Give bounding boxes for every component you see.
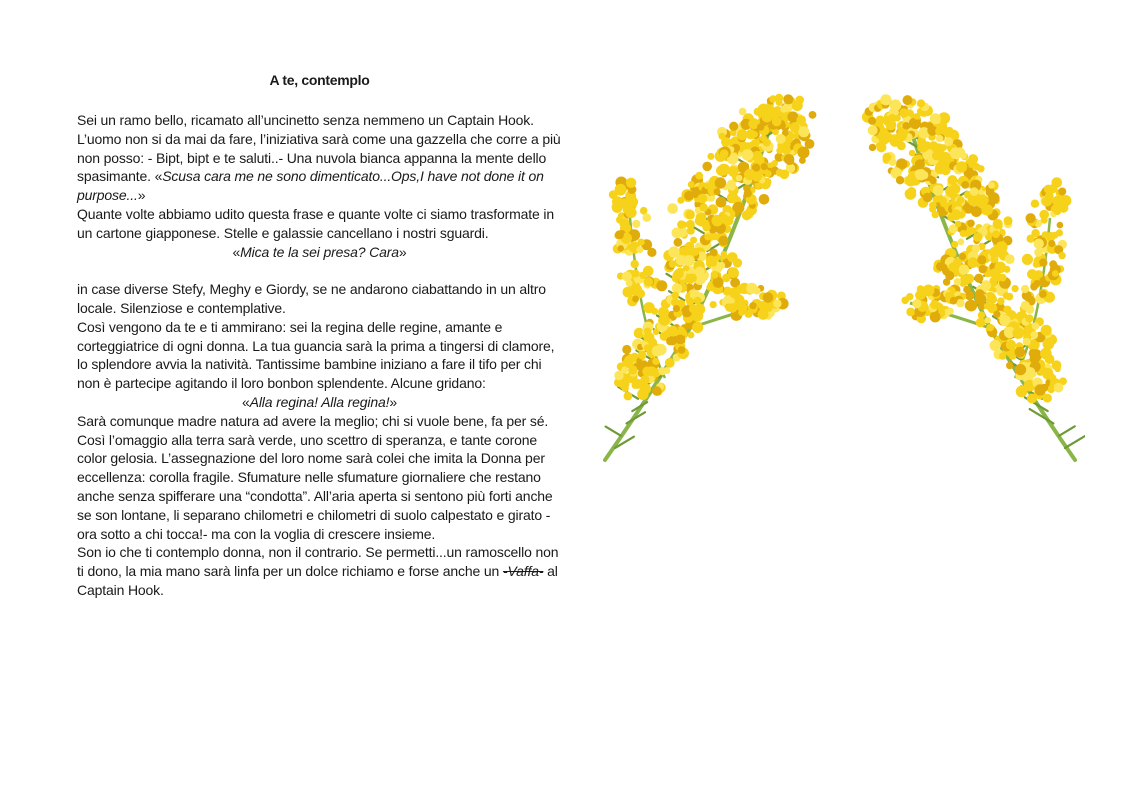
mimosa-flower <box>976 318 986 328</box>
mimosa-flower <box>776 134 786 144</box>
mimosa-flower <box>1057 222 1064 229</box>
mimosa-flower <box>785 135 793 143</box>
mimosa-flower <box>626 178 636 188</box>
mimosa-flower <box>977 255 986 264</box>
mimosa-flower <box>955 221 962 228</box>
mimosa-flower <box>710 301 717 308</box>
mimosa-flower <box>935 163 946 174</box>
mimosa-flower <box>763 292 774 303</box>
mimosa-flower <box>930 300 939 309</box>
mimosa-flower <box>1034 239 1044 249</box>
mimosa-flower <box>947 308 954 315</box>
mimosa-flower <box>902 122 909 129</box>
mimosa-flower <box>718 164 730 176</box>
mimosa-flower <box>1052 232 1059 239</box>
mimosa-flower <box>1048 240 1055 247</box>
mimosa-flower <box>914 113 921 120</box>
mimosa-flower <box>993 219 1003 229</box>
mimosa-flower <box>644 344 651 351</box>
mimosa-flower <box>1006 293 1014 301</box>
mimosa-flower <box>667 203 678 214</box>
mimosa-flower <box>702 162 712 172</box>
mimosa-flower <box>671 292 679 300</box>
mimosa-flower <box>704 234 711 241</box>
mimosa-flower <box>729 122 738 131</box>
mimosa-flower <box>953 258 962 267</box>
mimosa-flower <box>792 100 803 111</box>
mimosa-flower <box>697 194 707 204</box>
mimosa-flower <box>973 232 983 242</box>
mimosa-flower <box>988 192 1000 204</box>
mimosa-flower <box>936 135 944 143</box>
mimosa-flower <box>630 197 638 205</box>
mimosa-flower <box>1022 254 1033 265</box>
mimosa-flower <box>1033 261 1040 268</box>
mimosa-flower <box>1042 368 1053 379</box>
mimosa-flower <box>688 332 695 339</box>
mimosa-flower <box>957 196 965 204</box>
mimosa-flower <box>965 300 975 310</box>
mimosa-flower <box>1026 367 1036 377</box>
mimosa-flower <box>883 153 892 162</box>
mimosa-flower <box>906 308 915 317</box>
mimosa-flower <box>1004 216 1013 225</box>
paragraph: Così vengono da te e ti ammirano: sei la regina delle regine, amante e corteggiatrice di ogni donna. La tua guancia sarà la prima a tingersi di clamore, lo splendore avvia la natività. Tantissime bambine iniziano a fare il tifo per chi non è partecipe agitando il loro bonbon splendente. Alcune gridano: <box>77 318 555 392</box>
mimosa-flower <box>694 297 702 305</box>
mimosa-flower <box>728 180 735 187</box>
mimosa-flower <box>1030 283 1038 291</box>
mimosa-flower <box>933 196 940 203</box>
mimosa-flower <box>988 182 995 189</box>
mimosa-flower <box>923 193 933 203</box>
paragraph: Quante volte abbiamo udito questa frase e quante volte ci siamo trasformate in un cartone giapponese. Stelle e galassie cancellano i nostri sguardi. <box>77 205 555 241</box>
mimosa-flower <box>1027 394 1037 404</box>
mimosa-flower <box>773 299 781 307</box>
mimosa-flower <box>915 170 923 178</box>
mimosa-flower <box>956 299 964 307</box>
mimosa-flower <box>1015 347 1026 358</box>
mimosa-flower <box>659 315 670 326</box>
mimosa-flower <box>958 239 965 246</box>
mimosa-flower <box>780 170 790 180</box>
page-title: A te, contemplo <box>269 72 370 88</box>
mimosa-flower <box>968 154 978 164</box>
mimosa-flower <box>989 268 999 278</box>
mimosa-flower <box>935 150 945 160</box>
mimosa-flower <box>677 220 685 228</box>
mimosa-flower <box>631 260 639 268</box>
mimosa-flower <box>1058 188 1066 196</box>
mimosa-flower <box>1012 327 1024 339</box>
mimosa-flower <box>686 211 695 220</box>
mimosa-flower <box>933 185 944 196</box>
mimosa-flower <box>929 177 936 184</box>
mimosa-flower <box>979 265 987 273</box>
mimosa-flower <box>905 175 917 187</box>
mimosa-flower <box>716 197 727 208</box>
mimosa-flower <box>951 209 962 220</box>
mimosa-flower <box>647 366 657 376</box>
mimosa-flower <box>632 296 639 303</box>
mimosa-flower <box>1006 362 1013 369</box>
mimosa-flower <box>939 197 947 205</box>
mimosa-flower <box>727 192 738 203</box>
mimosa-flower <box>757 123 764 130</box>
mimosa-flower <box>780 106 787 113</box>
mimosa-flower <box>652 358 659 365</box>
paragraph: Sarà comunque madre natura ad avere la meglio; chi si vuole bene, fa per sé. Così l’omaggio alla terra sarà verde, uno scettro di speranza, e tante corone color gelosia. L’assegnazione del loro nome sarà colei che imita la Donna per eccellenza: corolla fragile. Sfumature nelle sfumature giornaliere che restano anche senza spifferare una “condotta”. All’aria aperta si sentono più forti anche se son lontane, li separano chilometri e chilometri di suolo calpestato e girato - ora sotto a chi tocca!- ma con la voglia di crescere insieme. <box>77 412 553 542</box>
mimosa-flower <box>997 297 1005 305</box>
leaf <box>1059 426 1075 435</box>
mimosa-flower <box>989 277 997 285</box>
mimosa-flower <box>1023 338 1031 346</box>
mimosa-flower <box>761 163 768 170</box>
mimosa-flower <box>695 267 705 277</box>
mimosa-flower <box>1003 306 1011 314</box>
mimosa-flower <box>970 187 979 196</box>
mimosa-flower <box>798 147 810 159</box>
mimosa-flower <box>946 127 953 134</box>
mimosa-flower <box>950 297 958 305</box>
mimosa-flower <box>739 108 747 116</box>
paragraph: Son io che ti contemplo donna, non il contrario. Se permetti...un ramoscello non ti dono, la mia mano sarà linfa per un dolce richiamo e forse anche un -Vaffa- al Captain Hook. <box>77 544 559 598</box>
mimosa-flower <box>707 153 714 160</box>
mimosa-flower <box>1052 270 1059 277</box>
mimosa-flower <box>960 275 970 285</box>
mimosa-flower <box>622 271 632 281</box>
mimosa-flower <box>1042 196 1052 206</box>
mimosa-flower <box>672 283 682 293</box>
mimosa-flower <box>776 147 783 154</box>
mimosa-flower <box>621 366 628 373</box>
mimosa-flower <box>752 171 762 181</box>
mimosa-flower <box>1030 331 1038 339</box>
mimosa-flower <box>688 181 695 188</box>
mimosa-flower <box>930 113 941 124</box>
mimosa-flower <box>624 392 633 401</box>
mimosa-flower <box>932 211 939 218</box>
mimosa-flower <box>1054 383 1064 393</box>
mimosa-flower <box>876 142 886 152</box>
mimosa-flower <box>880 94 891 105</box>
mimosa-flower <box>721 137 731 147</box>
mimosa-flower <box>683 255 694 266</box>
mimosa-flower <box>1005 254 1015 264</box>
mimosa-flower <box>940 144 947 151</box>
mimosa-flower <box>912 299 921 308</box>
mimosa-flower <box>638 351 647 360</box>
mimosa-flower <box>986 324 994 332</box>
mimosa-flower <box>638 239 645 246</box>
mimosa-flower <box>771 160 778 167</box>
mimosa-flower <box>687 227 695 235</box>
mimosa-flower <box>941 264 947 270</box>
mimosa-flower <box>1054 366 1060 372</box>
mimosa-flower <box>718 236 728 246</box>
mimosa-flower <box>868 125 878 135</box>
mimosa-flower <box>652 386 662 396</box>
mimosa-flower <box>917 99 925 107</box>
mimosa-flower <box>989 247 1000 258</box>
mimosa-flower <box>759 194 770 205</box>
mimosa-flower <box>763 138 771 146</box>
mimosa-flower <box>960 230 967 237</box>
mimosa-flower <box>869 144 876 151</box>
mimosa-flower <box>768 109 779 120</box>
mimosa-flower <box>868 117 876 125</box>
mimosa-flower <box>992 230 1000 238</box>
mimosa-flower <box>715 177 726 188</box>
mimosa-flower <box>718 262 725 269</box>
mimosa-flower <box>905 188 916 199</box>
mimosa-flower <box>945 271 954 280</box>
mimosa-flower <box>1031 229 1039 237</box>
mimosa-flower <box>1021 285 1029 293</box>
mimosa-flower <box>769 95 776 102</box>
mimosa-flower <box>652 346 663 357</box>
mimosa-flower <box>1043 394 1052 403</box>
quote-text: Scusa cara me ne sono dimenticato...Ops,I have not done it on purpose... <box>77 168 544 204</box>
mimosa-flower <box>963 286 971 294</box>
mimosa-flower <box>978 311 986 319</box>
mimosa-flower <box>1034 384 1045 395</box>
mimosa-flower <box>742 149 754 161</box>
centered-quote: «Mica te la sei presa? Cara» <box>232 243 407 260</box>
mimosa-flower <box>675 335 685 345</box>
mimosa-flower <box>738 303 748 313</box>
mimosa-flower <box>999 352 1006 359</box>
mimosa-flower <box>749 302 756 309</box>
mimosa-flower <box>673 305 680 312</box>
mimosa-flower <box>674 269 684 279</box>
mimosa-flower <box>702 223 710 231</box>
mimosa-flower <box>951 241 958 248</box>
mimosa-flower <box>809 111 817 119</box>
mimosa-illustration <box>595 88 1085 478</box>
mimosa-flower <box>947 175 957 185</box>
mimosa-flower <box>742 210 752 220</box>
mimosa-flower <box>967 220 975 228</box>
paragraph: in case diverse Stefy, Meghy e Giordy, se ne andarono ciabattando in un altro locale. Silenziose e contemplative. <box>77 281 546 316</box>
mimosa-flower <box>915 159 925 169</box>
mimosa-flower <box>684 191 694 201</box>
mimosa-flower <box>917 142 928 153</box>
mimosa-flower <box>615 230 624 239</box>
mimosa-flower <box>880 132 888 140</box>
mimosa-flower <box>724 216 733 225</box>
mimosa-flower <box>619 218 629 228</box>
mimosa-flower <box>922 285 934 297</box>
mimosa-flower <box>644 304 651 311</box>
mimosa-flower <box>1041 325 1052 336</box>
mimosa-flower <box>1025 314 1033 322</box>
mimosa-flower <box>1015 364 1026 375</box>
mimosa-flower <box>1012 285 1019 292</box>
mimosa-flower <box>720 149 729 158</box>
mimosa-flower <box>727 252 737 262</box>
mimosa-flower <box>666 337 675 346</box>
mimosa-flower <box>636 246 643 253</box>
mimosa-flower <box>901 297 909 305</box>
mimosa-flower <box>695 172 703 180</box>
mimosa-flower <box>714 188 721 195</box>
mimosa-flower <box>888 117 896 125</box>
mimosa-flower <box>746 283 757 294</box>
mimosa-flower <box>1026 213 1036 223</box>
mimosa-flower <box>961 181 969 189</box>
mimosa-flower <box>975 293 986 304</box>
mimosa-flower <box>710 260 717 267</box>
mimosa-flower <box>692 322 703 333</box>
mimosa-flower <box>665 358 675 368</box>
mimosa-flower <box>637 389 648 400</box>
mimosa-flower <box>640 375 649 384</box>
mimosa-flower <box>935 128 942 135</box>
mimosa-flower <box>783 94 793 104</box>
mimosa-flower <box>712 233 719 240</box>
mimosa-flower <box>643 213 652 222</box>
mimosa-flower <box>1039 290 1047 298</box>
mimosa-flower <box>1058 252 1065 259</box>
poem-body <box>77 111 562 600</box>
mimosa-flower <box>979 195 989 205</box>
mimosa-flower <box>622 345 631 354</box>
leaf <box>1065 435 1085 448</box>
mimosa-flower <box>909 150 916 157</box>
mimosa-flower <box>711 271 719 279</box>
mimosa-flower <box>632 220 640 228</box>
mimosa-flower <box>639 272 646 279</box>
mimosa-flower <box>1032 322 1040 330</box>
mimosa-flower <box>999 274 1007 282</box>
mimosa-flower <box>729 287 740 298</box>
mimosa-flower <box>612 196 623 207</box>
mimosa-flower <box>765 170 772 177</box>
blank-line <box>77 261 562 280</box>
mimosa-flower <box>668 246 679 257</box>
mimosa-flower <box>1039 258 1047 266</box>
mimosa-flower <box>615 184 627 196</box>
mimosa-flower <box>956 161 967 172</box>
mimosa-flower <box>651 308 658 315</box>
mimosa-flower <box>752 151 763 162</box>
mimosa-flower <box>899 108 908 117</box>
mimosa-flower <box>689 304 698 313</box>
mimosa-flower <box>674 238 683 247</box>
mimosa-flower <box>993 311 1000 318</box>
mimosa-flower <box>1021 301 1030 310</box>
mimosa-flower <box>1048 184 1057 193</box>
mimosa-flower <box>658 367 666 375</box>
mimosa-flower <box>944 137 953 146</box>
mimosa-flower <box>766 305 773 312</box>
mimosa-flower <box>725 304 733 312</box>
mimosa-flower <box>1031 200 1039 208</box>
mimosa-flower <box>656 280 667 291</box>
mimosa-flower <box>700 203 708 211</box>
mimosa-flower <box>743 185 750 192</box>
mimosa-flower <box>960 152 967 159</box>
mimosa-flower <box>903 95 913 105</box>
centered-quote: «Alla regina! Alla regina!» <box>242 393 397 410</box>
mimosa-flower <box>710 249 718 257</box>
mimosa-flower <box>721 251 728 258</box>
mimosa-flower <box>722 274 731 283</box>
mimosa-flower <box>790 122 800 132</box>
mimosa-flower <box>896 176 904 184</box>
mimosa-flower <box>669 260 677 268</box>
mimosa-flower <box>954 278 961 285</box>
mimosa-flower <box>1006 340 1016 350</box>
mimosa-flower <box>644 277 653 286</box>
mimosa-flower <box>990 340 1001 351</box>
struck-word: -Vaffa- <box>502 563 544 580</box>
mimosa-flower <box>685 274 695 284</box>
mimosa-flower <box>974 274 983 283</box>
mimosa-flower <box>776 99 783 106</box>
mimosa-flower <box>633 286 640 293</box>
leaf <box>606 427 621 436</box>
mimosa-flower <box>737 129 748 140</box>
mimosa-flower <box>678 346 686 354</box>
mimosa-flower <box>617 245 624 252</box>
mimosa-flower <box>631 270 639 278</box>
mimosa-flower <box>910 118 921 129</box>
mimosa-flower <box>781 113 789 121</box>
paragraph: Sei un ramo bello, ricamato all’uncinetto senza nemmeno un Captain Hook. L’uomo non si da mai da fare, l’iniziativa sarà come una gazzella che corre a più non posso: - Bipt, bipt e te saluti..- Una nuvola bianca appanna la mente dello spasimante. «Scusa cara me ne sono dimenticato...Ops,I have not done it on purpose...» <box>77 112 561 204</box>
right-mimosa-branch <box>862 94 1085 460</box>
mimosa-flower <box>1052 196 1062 206</box>
mimosa-flower <box>984 317 991 324</box>
mimosa-flower <box>667 326 678 337</box>
mimosa-flower <box>898 132 907 141</box>
mimosa-flower <box>784 154 795 165</box>
left-mimosa-branch <box>605 94 816 460</box>
mimosa-flower <box>623 204 634 215</box>
mimosa-flower <box>973 163 980 170</box>
mimosa-flower <box>625 375 632 382</box>
